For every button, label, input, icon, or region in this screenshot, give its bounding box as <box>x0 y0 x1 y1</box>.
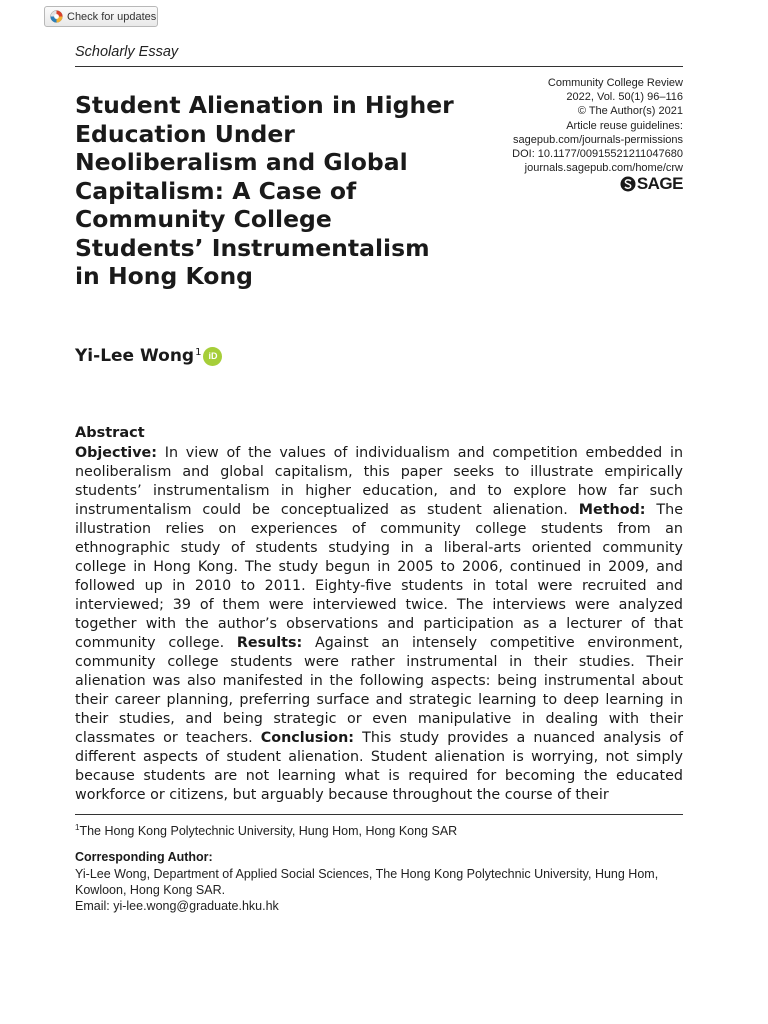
abstract-body <box>75 444 683 805</box>
reuse-guidelines-label: Article reuse guidelines: <box>566 119 683 132</box>
check-for-updates-button[interactable] <box>44 6 158 27</box>
corresponding-author-details <box>75 866 665 914</box>
footnote-mark: 1 <box>75 823 80 832</box>
corresponding-author-address: Yi-Lee Wong, Department of Applied Social Sciences, The Hong Kong Polytechnic University, Hung Hom, Kowloon, Hong Kong SAR. <box>75 867 659 897</box>
conclusion-text: This study provides a nuanced analysis of different aspects of student alienation. Student alienation is worrying, not simply because students are not learning what is required for becoming the educated workforce or citizens, but arguably because throughout the course of their <box>75 730 683 803</box>
method-text: The illustration relies on experiences of community college students from an ethnographic study of students studying in a liberal-arts oriented community college in Hong Kong. The study begun in 2005 to 2006, continued in 2009, and followed up in 2010 to 2011. Eighty-five students in total were recruited and interviewed; 39 of them were interviewed twice. The interviews were analyzed together with the author’s observations and participation as a lecturer of that community college. <box>75 502 683 651</box>
footnote-text: The Hong Kong Polytechnic University, Hung Hom, Hong Kong SAR <box>79 824 458 839</box>
abstract-heading: Abstract <box>75 425 145 441</box>
publisher-logo-text: SAGE <box>636 174 683 193</box>
journal-name: Community College Review <box>547 77 683 89</box>
journal-info <box>512 76 683 175</box>
header-divider <box>75 66 683 67</box>
method-label: Method: <box>578 502 646 518</box>
objective-text: In view of the values of individualism and competition embedded in neoliberalism and global capitalism, this paper seeks to illustrate empirically students’ instrumentalism in higher education, and to explore how far such instrumentalism could be conceptualized as student alienation. <box>75 445 683 518</box>
author-line <box>75 346 222 366</box>
reuse-guidelines-link[interactable]: sagepub.com/journals-permissions <box>513 133 683 146</box>
footnote-divider <box>75 814 683 815</box>
publisher-logo <box>620 174 683 194</box>
conclusion-label: Conclusion: <box>260 730 354 746</box>
results-label: Results: <box>236 635 303 651</box>
crossmark-icon <box>50 10 63 23</box>
objective-label: Objective: <box>75 445 157 461</box>
orcid-icon[interactable]: iD <box>203 347 222 366</box>
author-name: Yi-Lee Wong <box>75 346 195 366</box>
affiliation-footnote <box>75 823 457 838</box>
journal-home-link[interactable]: journals.sagepub.com/home/crw <box>524 162 683 175</box>
journal-citation: 2022, Vol. 50(1) 96–116 <box>566 91 683 104</box>
results-text: Against an intensely competitive environment, community college students were rather instrumental in their studies. Their alienation was also manifested in the following aspects: being instrumental about their career planning, preferring surface and strategic learning to deep learning in their studies, and being strategic or even manipulative in dealing with their classmates or teachers. <box>75 635 683 746</box>
email-link[interactable]: yi-lee.wong@graduate.hku.hk <box>113 899 279 913</box>
article-type-label: Scholarly Essay <box>75 44 179 60</box>
email-line <box>75 898 665 914</box>
corresponding-author-heading: Corresponding Author: <box>75 850 213 864</box>
affiliation-mark: 1 <box>195 347 202 358</box>
copyright-notice: © The Author(s) 2021 <box>577 105 683 118</box>
article-title: Student Alienation in Higher Education Under Neoliberalism and Global Capitalism: A Case of Community College Students’ Instrumentalism in Hong Kong <box>75 91 454 290</box>
doi-link[interactable]: DOI: 10.1177/00915521211047680 <box>512 148 683 161</box>
sage-logo-icon <box>620 176 636 192</box>
check-for-updates-label: Check for updates <box>67 10 157 23</box>
email-label: Email: <box>75 899 114 913</box>
